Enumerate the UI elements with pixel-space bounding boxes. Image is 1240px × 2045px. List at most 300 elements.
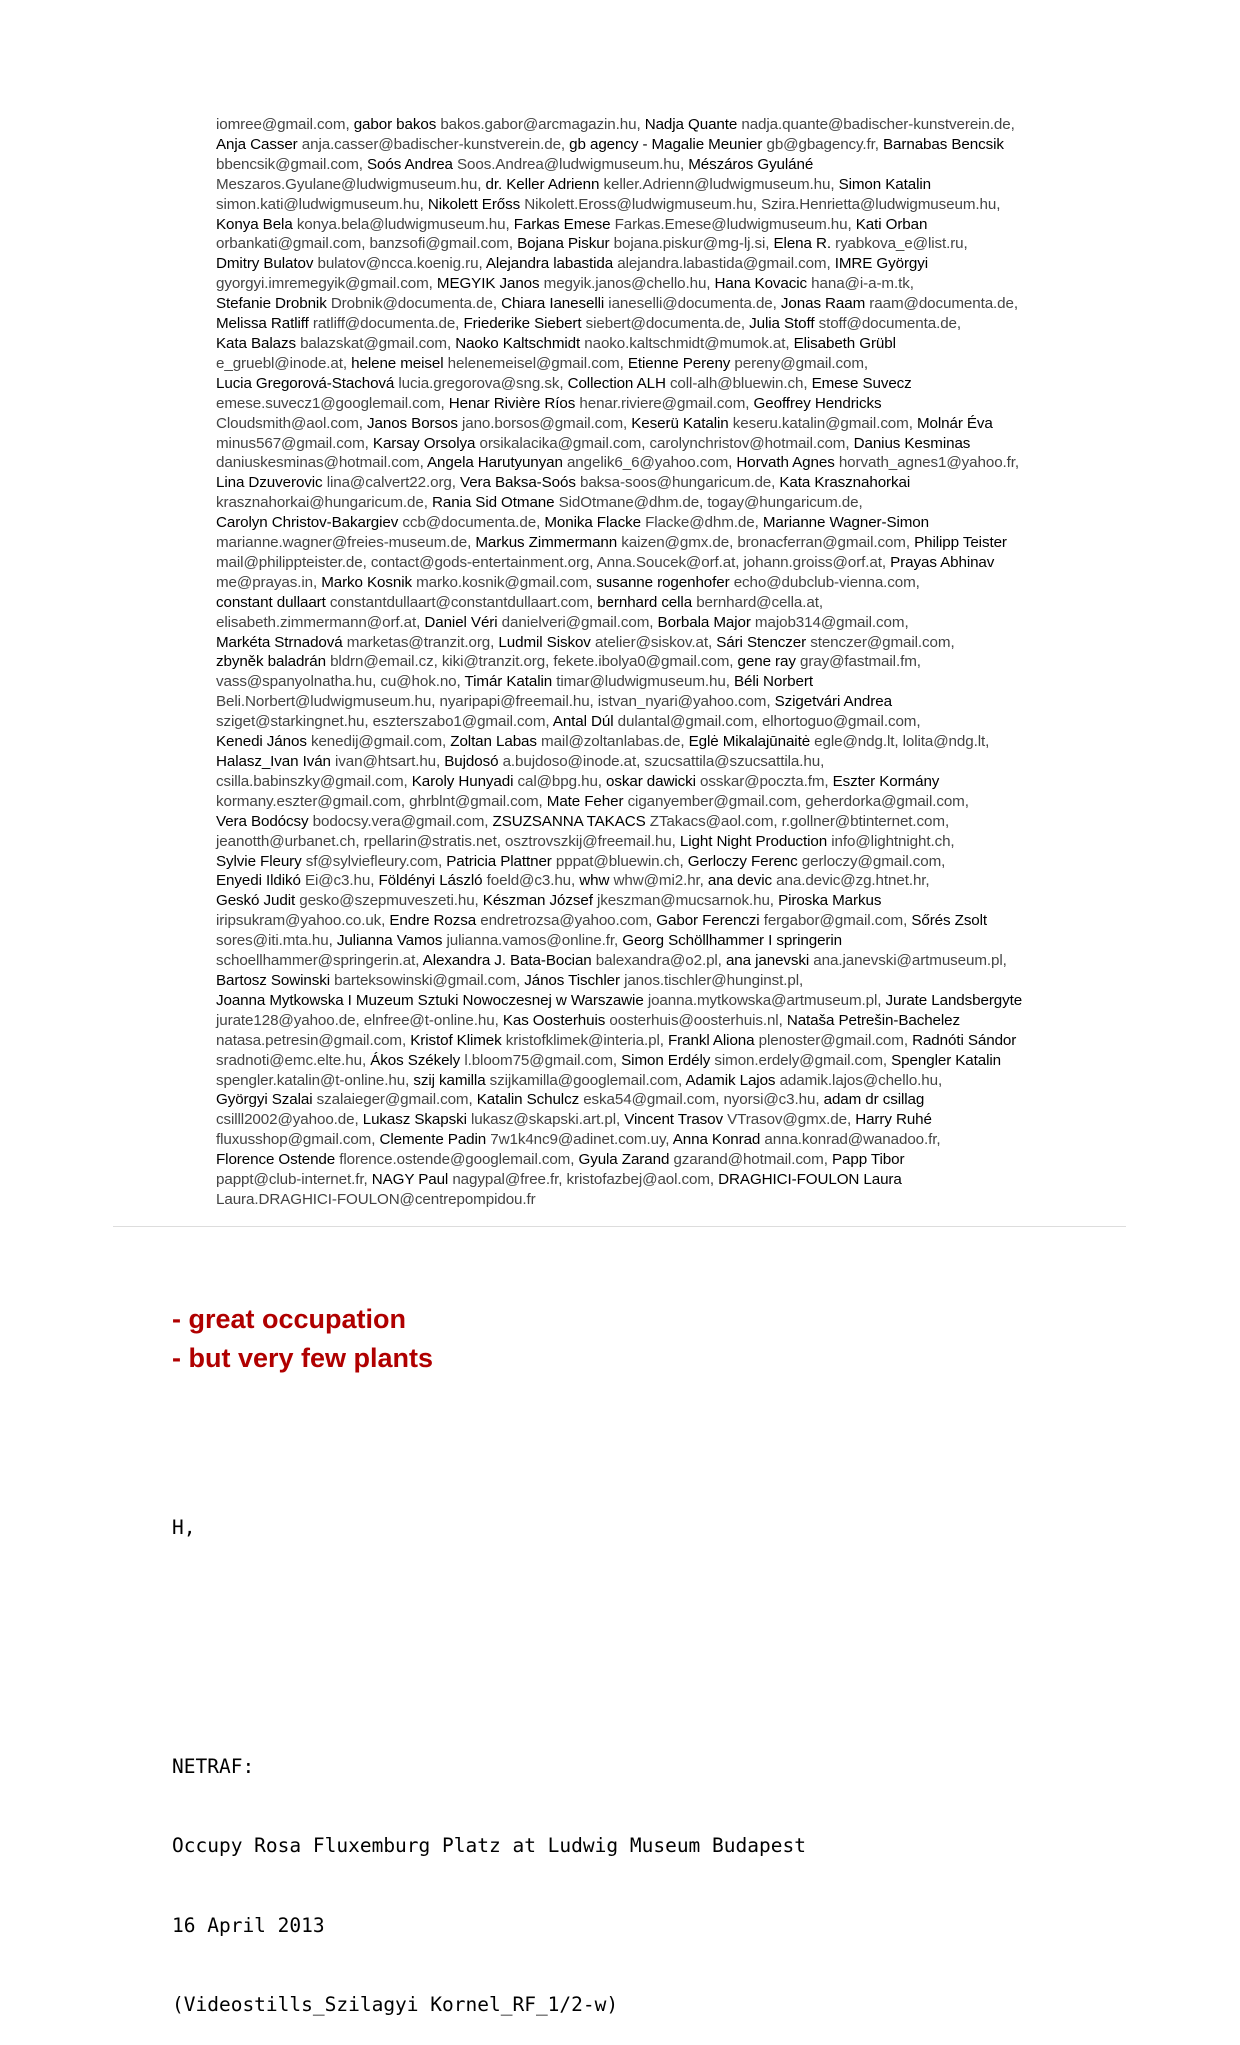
recipient-line [216,1011,1126,1031]
recipient-email: plenoster@gmail.com, [758,1031,908,1049]
recipient-email: iomree@gmail.com, [216,116,350,133]
recipient-name: Vera Bodócsy [216,812,309,830]
recipient-line [216,652,1126,672]
recipient-email: csilll2002@yahoo.de, [216,1111,359,1129]
recipient-email: elhortoguo@gmail.com, [761,713,921,731]
recipient-name: Halasz_Ivan Iván [216,753,331,770]
recipient-line [216,115,1126,135]
recipient-name: Rania Sid Otmane [431,494,555,512]
recipient-email: SidOtmane@dhm.de, [558,494,704,512]
recipient-line [216,533,1126,553]
recipient-name: Enyedi Ildikó [216,872,301,890]
recipient-email: lolita@ndg.lt, [902,733,990,751]
recipient-email: bojana.piskur@mg-lj.si, [613,235,770,253]
recipient-name: Béli Norbert [733,673,813,691]
recipient-email: osztrovszkij@freemail.hu, [505,832,676,850]
recipient-email: nagypal@free.fr, [452,1171,563,1189]
recipient-email: sradnoti@emc.elte.hu, [216,1051,367,1069]
recipient-email: fluxusshop@gmail.com, [216,1131,376,1149]
recipient-name: oskar dawicki [606,772,696,790]
recipient-email: ghrblnt@gmail.com, [409,792,543,810]
recipient-name: Karoly Hunyadi [411,772,514,790]
recipient-line [216,633,1126,653]
recipient-name: Sőrés Zsolt [911,912,988,930]
recipient-email: ana.janevski@artmuseum.pl, [813,952,1007,970]
recipient-name: Molnár Éva [916,414,993,432]
recipient-name: Dmitry Bulatov [216,255,314,273]
recipient-email: megyik.janos@chello.hu, [543,275,711,293]
recipient-email: siebert@documenta.de, [585,315,746,333]
recipient-name: szij kamilla [413,1071,486,1089]
recipient-email: elnfree@t-online.hu, [363,1011,499,1029]
recipient-email: echo@dubclub-vienna.com, [733,573,920,591]
recipient-line [216,234,1126,254]
recipient-line [216,931,1126,951]
recipient-name: Készman József [482,892,593,910]
recipient-name: Barnabas Bencsik [883,135,1004,153]
recipient-email: Cloudsmith@aol.com, [216,414,363,432]
recipient-email: Flacke@dhm.de, [645,514,759,532]
recipient-email: gerloczy@gmail.com, [801,852,946,870]
recipient-email: jurate128@yahoo.de, [216,1011,360,1029]
recipient-email: gb@gbagency.fr, [766,135,879,153]
recipient-name: Kenedi János [216,733,307,751]
recipient-name: Julianna Vamos [336,932,443,950]
recipient-email: florence.ostende@googlemail.com, [339,1151,575,1169]
greeting: H, [172,1516,196,1539]
recipient-email: Soos.Andrea@ludwigmuseum.hu, [457,155,685,173]
recipient-name: Florence Ostende [216,1151,336,1169]
recipient-email: Meszaros.Gyulane@ludwigmuseum.hu, [216,175,482,193]
recipient-email: Anna.Soucek@orf.at, [596,553,740,571]
recipient-email: adamik.lajos@chello.hu, [779,1071,943,1089]
recipient-name: Anna Konrad [672,1131,761,1149]
recipient-email: daniuskesminas@hotmail.com, [216,454,424,472]
recipient-email: Farkas.Emese@ludwigmuseum.hu, [614,215,852,233]
recipient-line [216,692,1126,712]
recipient-name: Alexandra J. Bata-Bocian [422,952,592,970]
recipient-name: ana janevski [725,952,810,970]
recipient-email: endretrozsa@yahoo.com, [480,912,653,930]
recipient-email: egle@ndg.lt, [814,733,899,751]
recipient-line [216,712,1126,732]
recipient-email: kenedij@gmail.com, [310,733,447,751]
recipient-email: contact@gods-entertainment.org, [370,553,594,571]
recipient-email: VTrasov@gmx.de, [727,1111,852,1129]
recipient-line [216,911,1126,931]
recipient-name: Adamik Lajos [685,1071,776,1089]
recipient-name: IMRE Györgyi [834,255,929,273]
recipient-line [216,832,1126,852]
recipient-name: Lucia Gregorová-Stachová [216,374,395,392]
recipient-email: ZTakacs@aol.com, [649,812,778,830]
recipient-name: Julia Stoff [749,315,815,333]
recipient-name: helene meisel [351,354,444,372]
recipient-name: Henar Rivière Ríos [448,394,576,412]
recipient-email: oosterhuis@oosterhuis.nl, [609,1011,783,1029]
recipient-line [216,792,1126,812]
recipient-name: NAGY Paul [371,1171,449,1189]
recipient-name: Eglė Mikalajūnaitė [688,733,811,751]
recipient-email: carolynchristov@hotmail.com, [649,434,850,452]
recipient-name: Sári Stenczer [716,633,807,651]
recipient-email: bernhard@cella.at, [696,593,823,611]
recipient-email: foeld@c3.hu, [486,872,576,890]
recipient-name: Konya Bela [216,215,293,233]
recipient-email: lina@calvert22.org, [326,474,456,492]
recipient-email: schoellhammer@springerin.at, [216,952,420,970]
recipient-line [216,513,1126,533]
recipient-name: DRAGHICI-FOULON Laura [718,1171,902,1189]
caption-label: NETRAF: [172,1754,255,1778]
recipient-name: Farkas Emese [513,215,611,233]
recipient-email: iripsukram@yahoo.co.uk, [216,912,386,930]
recipient-email: timar@ludwigmuseum.hu, [556,673,730,691]
recipient-email: ccb@documenta.de, [402,514,541,532]
recipient-name: Györgyi Szalai [216,1091,313,1109]
recipient-name: Sylvie Fleury [216,852,302,870]
recipient-email: ivan@htsart.hu, [335,753,441,770]
divider [113,1226,1126,1227]
recipient-email: bulatov@ncca.koenig.ru, [317,255,483,273]
recipient-email: vass@spanyolnatha.hu, [216,673,377,691]
recipient-name: Jonas Raam [780,295,866,313]
recipient-name: Clemente Padin [379,1131,487,1149]
recipient-email: henar.riviere@gmail.com, [579,394,750,412]
recipient-email: kormany.eszter@gmail.com, [216,792,406,810]
recipient-email: janos.tischler@hunginst.pl, [624,971,804,989]
recipient-email: szalaieger@gmail.com, [316,1091,473,1109]
recipient-name: Frankl Aliona [668,1031,755,1049]
recipient-line [216,613,1126,633]
recipient-name: Bartosz Sowinski [216,971,331,989]
recipient-name: Mészáros Gyuláné [688,155,814,173]
recipient-email: konya.bela@ludwigmuseum.hu, [296,215,510,233]
recipient-name: Nikolett Erőss [427,195,521,213]
recipient-name: Keserü Katalin [631,414,729,432]
recipient-email: Beli.Norbert@ludwigmuseum.hu, [216,693,436,711]
recipient-email: sf@sylviefleury.com, [305,852,443,870]
recipient-email: keseru.katalin@gmail.com, [732,414,913,432]
recipient-line [216,294,1126,314]
recipient-name: Kata Balazs [216,334,296,352]
recipient-email: hana@i-a-m.tk, [811,275,914,293]
recipient-line [216,493,1126,513]
recipient-email: marko.kosnik@gmail.com, [416,573,593,591]
recipient-name: dr. Keller Adrienn [485,175,600,193]
recipient-line [216,374,1126,394]
recipient-name: adam dr csillag [823,1091,925,1109]
recipient-email: marianne.wagner@freies-museum.de, [216,534,472,552]
recipient-name: Carolyn Christov-Bakargiev [216,514,399,532]
recipient-name: Prayas Abhinav [890,553,995,571]
recipient-name: Chiara Ianeselli [501,295,605,313]
recipient-name: bernhard cella [597,593,693,611]
recipient-name: gb agency - Magalie Meunier [569,135,763,153]
recipient-name: Monika Flacke [544,514,641,532]
recipient-name: Gyula Zarand [578,1151,670,1169]
recipient-name: Nataša Petrešin-Bachelez [786,1011,961,1029]
recipient-line [216,951,1126,971]
recipient-name: Zoltan Labas [450,733,537,751]
recipient-name: Karsay Orsolya [372,434,476,452]
caption-date: 16 April 2013 [172,1913,325,1937]
recipient-email: raam@documenta.de, [869,295,1018,313]
recipient-email: baksa-soos@hungaricum.de, [579,474,776,492]
recipient-email: balazskat@gmail.com, [300,334,452,352]
recipient-email: anja.casser@badischer-kunstverein.de, [301,135,566,153]
recipient-line [216,453,1126,473]
recipient-email: whw@mi2.hr, [613,872,704,890]
recipient-name: Kati Orban [855,215,928,233]
recipient-name: Mate Feher [546,792,624,810]
recipient-name: susanne rogenhofer [596,573,730,591]
recipient-line [216,871,1126,891]
recipient-name: Bujdosó [444,753,499,770]
recipient-name: Alejandra labastida [485,255,614,273]
recipient-line [216,155,1126,175]
recipient-name: Lukasz Skapski [362,1111,467,1129]
recipient-email: kristofklimek@interia.pl, [505,1031,664,1049]
recipient-name: Spengler Katalin [891,1051,1002,1069]
recipient-name: Hana Kovacic [714,275,808,293]
recipient-email: l.bloom75@gmail.com, [464,1051,618,1069]
recipient-name: MEGYIK Janos [436,275,540,293]
recipient-name: Elisabeth Grübl [793,334,896,352]
recipient-list [216,115,1126,1210]
recipient-line [216,732,1126,752]
recipient-email: eszterszabo1@gmail.com, [372,713,550,731]
recipient-email: istvan_nyari@yahoo.com, [597,693,771,711]
recipient-line [216,1051,1126,1071]
recipient-email: jkeszman@mucsarnok.hu, [596,892,774,910]
recipient-email: spengler.katalin@t-online.hu, [216,1071,410,1089]
recipient-email: bldrn@email.cz, [330,653,438,671]
recipient-email: krasznahorkai@hungaricum.de, [216,494,428,512]
recipient-line [216,772,1126,792]
caption-block [172,1462,806,2045]
recipient-email: me@prayas.in, [216,573,318,591]
recipient-line [216,593,1126,613]
recipient-name: Markus Zimmermann [475,534,618,552]
recipient-name: Katalin Schulcz [476,1091,580,1109]
recipient-email: bronacferran@gmail.com, [737,534,910,552]
recipient-line [216,215,1126,235]
recipient-name: Markéta Strnadová [216,633,343,651]
recipient-name: Marianne Wagner-Simon [762,514,929,532]
recipient-email: csilla.babinszky@gmail.com, [216,772,408,790]
recipient-name: Piroska Markus [778,892,882,910]
recipient-email: Ei@c3.hu, [304,872,375,890]
caption-event: Occupy Rosa Fluxemburg Platz at Ludwig Museum Budapest [172,1834,806,1857]
recipient-email: natasa.petresin@gmail.com, [216,1031,407,1049]
recipient-line [216,195,1126,215]
recipient-email: minus567@gmail.com, [216,434,369,452]
recipient-email: constantdullaart@constantdullaart.com, [329,593,594,611]
recipient-name: János Tischler [524,971,620,989]
recipient-email: marketas@tranzit.org, [346,633,495,651]
recipient-line [216,175,1126,195]
recipient-name: Elena R. [773,235,831,253]
recipient-email: elisabeth.zimmermann@orf.at, [216,613,421,631]
recipient-line [216,752,1126,772]
recipient-email: 7w1k4nc9@adinet.com.uy, [490,1131,670,1149]
recipient-name: gene ray [737,653,796,671]
recipient-email: stenczer@gmail.com, [810,633,955,651]
recipient-email: julianna.vamos@online.fr, [446,932,619,950]
recipient-name: Kas Oosterhuis [502,1011,606,1029]
recipient-name: Antal Dúl [552,713,614,731]
recipient-email: gesko@szepmuveszeti.hu, [299,892,479,910]
recipient-email: mail@zoltanlabas.de, [541,733,685,751]
recipient-email: naoko.kaltschmidt@mumok.at, [584,334,790,352]
recipient-name: Emese Suvecz [811,374,912,392]
recipient-email: rpellarin@stratis.net, [363,832,501,850]
recipient-line [216,334,1126,354]
recipient-line [216,1090,1126,1110]
recipient-line [216,135,1126,155]
recipient-line [216,971,1126,991]
recipient-line [216,1031,1126,1051]
recipient-line [216,891,1126,911]
recipient-email: anna.konrad@wanadoo.fr, [764,1131,941,1149]
recipient-email: jeanotth@urbanet.ch, [216,832,360,850]
recipient-email: nadja.quante@badischer-kunstverein.de, [741,116,1015,133]
recipient-line [216,1190,1126,1210]
recipient-name: Joanna Mytkowska I Muzeum Sztuki Nowoczesnej w Warszawie [216,991,644,1009]
recipient-line [216,1110,1126,1130]
recipient-line [216,1150,1126,1170]
recipient-name: constant dullaart [216,593,326,611]
recipient-email: orsikalacika@gmail.com, [479,434,646,452]
recipient-email: Szira.Henrietta@ludwigmuseum.hu, [761,195,1001,213]
recipient-email: joanna.mytkowska@artmuseum.pl, [647,991,882,1009]
recipient-email: atelier@siskov.at, [594,633,713,651]
recipient-email: ana.devic@zg.htnet.hr, [776,872,930,890]
recipient-email: banzsofi@gmail.com, [369,235,513,253]
recipient-email: bodocsy.vera@gmail.com, [312,812,489,830]
recipient-email: szijkamilla@googlemail.com, [489,1071,683,1089]
recipient-name: Collection ALH [567,374,666,392]
recipient-email: fekete.ibolya0@gmail.com, [553,653,734,671]
recipient-name: Patricia Plattner [446,852,552,870]
recipient-name: Lina Dzuverovic [216,474,323,492]
recipient-email: ciganyember@gmail.com, [627,792,802,810]
recipient-email: geherdorka@gmail.com, [805,792,969,810]
recipient-email: ianeselli@documenta.de, [608,295,777,313]
recipient-name: Simon Katalin [838,175,931,193]
recipient-email: cu@hok.no, [380,673,461,691]
recipient-email: Laura.DRAGHICI-FOULON@centrepompidou.fr [216,1190,536,1208]
recipient-name: Radnóti Sándor [912,1031,1017,1049]
recipient-email: horvath_agnes1@yahoo.fr, [838,454,1020,472]
recipient-email: danielveri@gmail.com, [501,613,654,631]
recipient-email: pappt@club-internet.fr, [216,1171,368,1189]
recipient-name: Friederike Siebert [463,315,582,333]
recipient-email: angelik6_6@yahoo.com, [566,454,733,472]
recipient-name: Naoko Kaltschmidt [455,334,581,352]
recipient-email: gray@fastmail.fm, [799,653,921,671]
recipient-email: info@lightnight.ch, [831,832,955,850]
recipient-email: bbencsik@gmail.com, [216,155,363,173]
recipient-email: pereny@gmail.com, [734,354,869,372]
recipient-name: Danius Kesminas [853,434,971,452]
recipient-email: togay@hungaricum.de, [707,494,863,512]
recipient-name: Kata Krasznahorkai [779,474,911,492]
recipient-name: Georg Schöllhammer I springerin [622,932,843,950]
recipient-email: emese.suvecz1@googlemail.com, [216,394,445,412]
recipient-email: stoff@documenta.de, [818,315,962,333]
recipient-name: Endre Rozsa [389,912,477,930]
recipient-name: Vincent Trasov [624,1111,724,1129]
recipient-name: Vera Baksa-Soós [460,474,576,492]
recipient-name: Kristof Klimek [410,1031,502,1049]
recipient-line [216,991,1126,1011]
recipient-email: lukasz@skapski.art.pl, [470,1111,621,1129]
recipient-email: kiki@tranzit.org, [441,653,550,671]
recipient-name: Timár Katalin [464,673,553,691]
recipient-line [216,573,1126,593]
recipient-name: Daniel Véri [424,613,498,631]
recipient-line [216,314,1126,334]
recipient-line [216,473,1126,493]
recipient-name: ZSUZSANNA TAKACS [492,812,646,830]
recipient-line [216,1071,1126,1091]
recipient-email: mail@philippteister.de, [216,553,367,571]
recipient-email: r.gollner@btinternet.com, [781,812,950,830]
recipient-email: a.bujdoso@inode.at, [502,753,641,770]
recipient-email: bakos.gabor@arcmagazin.hu, [440,116,641,133]
comment-line: - great occupation [172,1304,407,1334]
recipient-email: majob314@gmail.com, [754,613,909,631]
recipient-name: Etienne Pereny [627,354,731,372]
recipient-email: nyorsi@c3.hu, [723,1091,820,1109]
recipient-email: Drobnik@documenta.de, [330,295,497,313]
recipient-name: Gerloczy Ferenc [687,852,798,870]
recipient-name: Janos Borsos [367,414,458,432]
recipient-name: Nadja Quante [644,116,738,133]
recipient-email: ryabkova_e@list.ru, [835,235,968,253]
recipient-name: gabor bakos [353,116,437,133]
recipient-email: nyaripapi@freemail.hu, [439,693,594,711]
recipient-name: Geskó Judit [216,892,296,910]
recipient-email: dulantal@gmail.com, [617,713,758,731]
recipient-email: keller.Adrienn@ludwigmuseum.hu, [603,175,835,193]
recipient-line [216,812,1126,832]
recipient-line [216,394,1126,414]
recipient-email: johann.groiss@orf.at, [743,553,887,571]
recipient-line [216,672,1126,692]
recipient-email: barteksowinski@gmail.com, [334,971,521,989]
recipient-line [216,354,1126,374]
recipient-email: orbankati@gmail.com, [216,235,366,253]
recipient-name: Ákos Székely [370,1051,461,1069]
comment-block [172,1300,433,1378]
recipient-email: eska54@gmail.com, [583,1091,720,1109]
recipient-name: ana devic [707,872,773,890]
recipient-name: Philipp Teister [914,534,1007,552]
recipient-name: Marko Kosnik [321,573,412,591]
recipient-email: helenemeisel@gmail.com, [447,354,624,372]
recipient-name: zbyněk baladrán [216,653,326,671]
recipient-name: Borbala Major [657,613,751,631]
recipient-name: Harry Ruhé [855,1111,932,1129]
recipient-email: coll-alh@bluewin.ch, [669,374,808,392]
recipient-line [216,274,1126,294]
recipient-email: cal@bpg.hu, [517,772,602,790]
recipient-name: Horvath Agnes [736,454,835,472]
recipient-email: lucia.gregorova@sng.sk, [398,374,564,392]
